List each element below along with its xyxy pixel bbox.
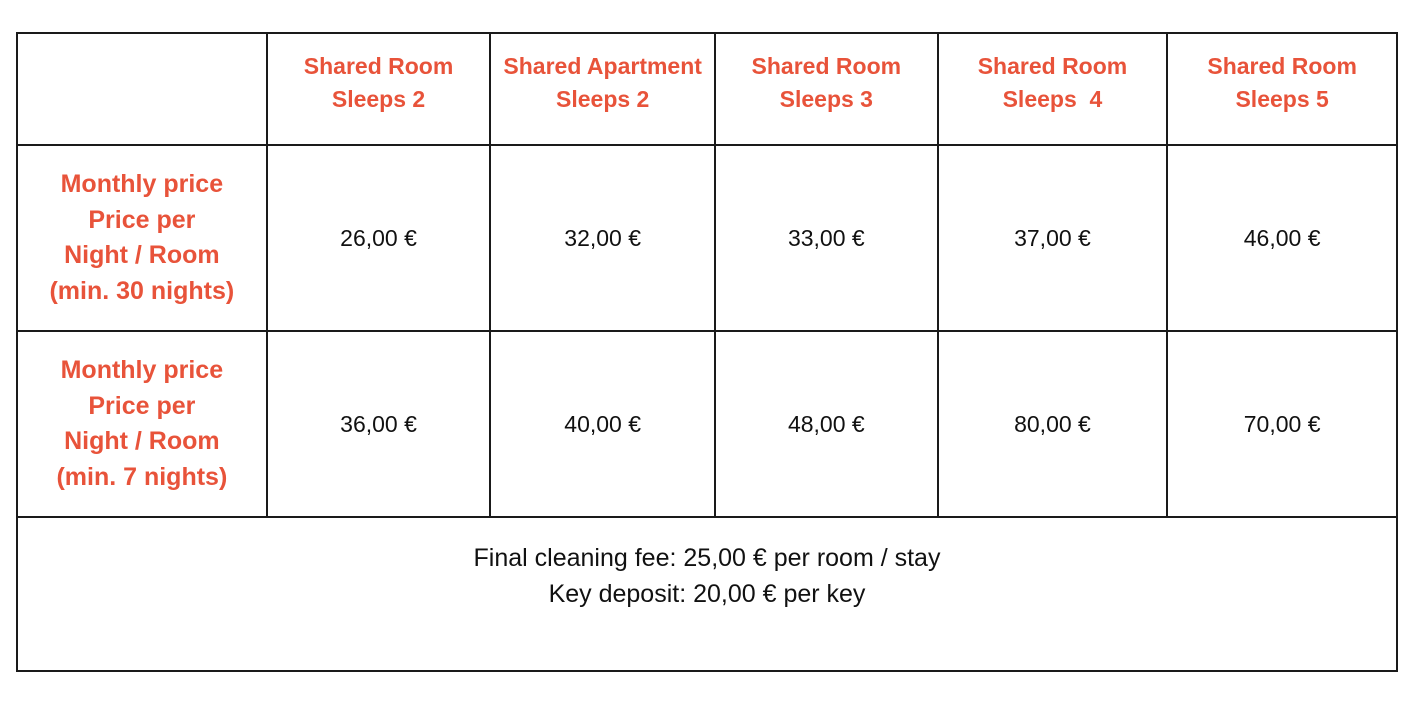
- key-deposit-note: Key deposit: 20,00 € per key: [548, 580, 866, 608]
- price-cell: [1167, 331, 1397, 517]
- column-header-line1: Shared Room: [751, 53, 902, 79]
- table-row: [17, 331, 1397, 517]
- row-label-line: Monthly price: [60, 356, 224, 384]
- column-header-line2: Sleeps 2: [556, 86, 650, 112]
- price-value: 26,00 €: [340, 225, 417, 251]
- column-header-line1: Shared Room: [303, 53, 454, 79]
- footer-cell: [17, 517, 1397, 671]
- price-cell: [1167, 145, 1397, 331]
- column-header-line1: Shared Room: [977, 53, 1128, 79]
- price-value: 80,00 €: [1014, 411, 1091, 437]
- column-header-line1: Shared Room: [1207, 53, 1357, 79]
- column-header: [715, 33, 938, 145]
- row-label-line: Price per: [88, 391, 196, 420]
- footer-row: [17, 517, 1397, 671]
- row-label-line: (min. 30 nights): [49, 276, 235, 305]
- column-header-line2: Sleeps 3: [779, 86, 873, 112]
- row-label-cell: [17, 145, 267, 331]
- price-value: 32,00 €: [564, 225, 642, 251]
- price-cell: [715, 331, 938, 517]
- price-value: 46,00 €: [1243, 225, 1321, 251]
- price-cell: [267, 331, 491, 517]
- price-cell: [490, 331, 715, 517]
- price-cell: [938, 331, 1168, 517]
- row-label-line: Night / Room: [64, 241, 220, 269]
- column-header: [1167, 33, 1397, 145]
- price-value: 36,00 €: [340, 411, 417, 437]
- price-value: 33,00 €: [787, 225, 865, 251]
- row-label-cell: [17, 331, 267, 517]
- cleaning-fee-note: Final cleaning fee: 25,00 € per room / stay: [473, 544, 941, 572]
- column-header-line2: Sleeps 5: [1235, 86, 1329, 112]
- row-label-line: Night / Room: [64, 427, 220, 455]
- column-header-line2: Sleeps 4: [1002, 86, 1103, 112]
- footer-notes: [18, 518, 1396, 612]
- price-cell: [267, 145, 491, 331]
- price-cell: [715, 145, 938, 331]
- column-header: [938, 33, 1168, 145]
- column-header-line2: Sleeps 2: [331, 86, 426, 112]
- price-value: 48,00 €: [787, 411, 865, 437]
- row-label-line: Price per: [88, 205, 196, 234]
- row-label-line: (min. 7 nights): [56, 462, 228, 491]
- price-value: 37,00 €: [1014, 225, 1091, 251]
- price-cell: [938, 145, 1168, 331]
- row-label-line: Monthly price: [60, 170, 224, 198]
- table-row: [17, 145, 1397, 331]
- corner-cell: [17, 33, 267, 145]
- column-header: [267, 33, 491, 145]
- price-value: 70,00 €: [1243, 411, 1321, 437]
- column-header: [490, 33, 715, 145]
- column-header-line1: Shared Apartment: [503, 53, 702, 79]
- pricing-table: [16, 32, 1398, 672]
- price-cell: [490, 145, 715, 331]
- price-value: 40,00 €: [564, 411, 642, 437]
- header-row: [17, 33, 1397, 145]
